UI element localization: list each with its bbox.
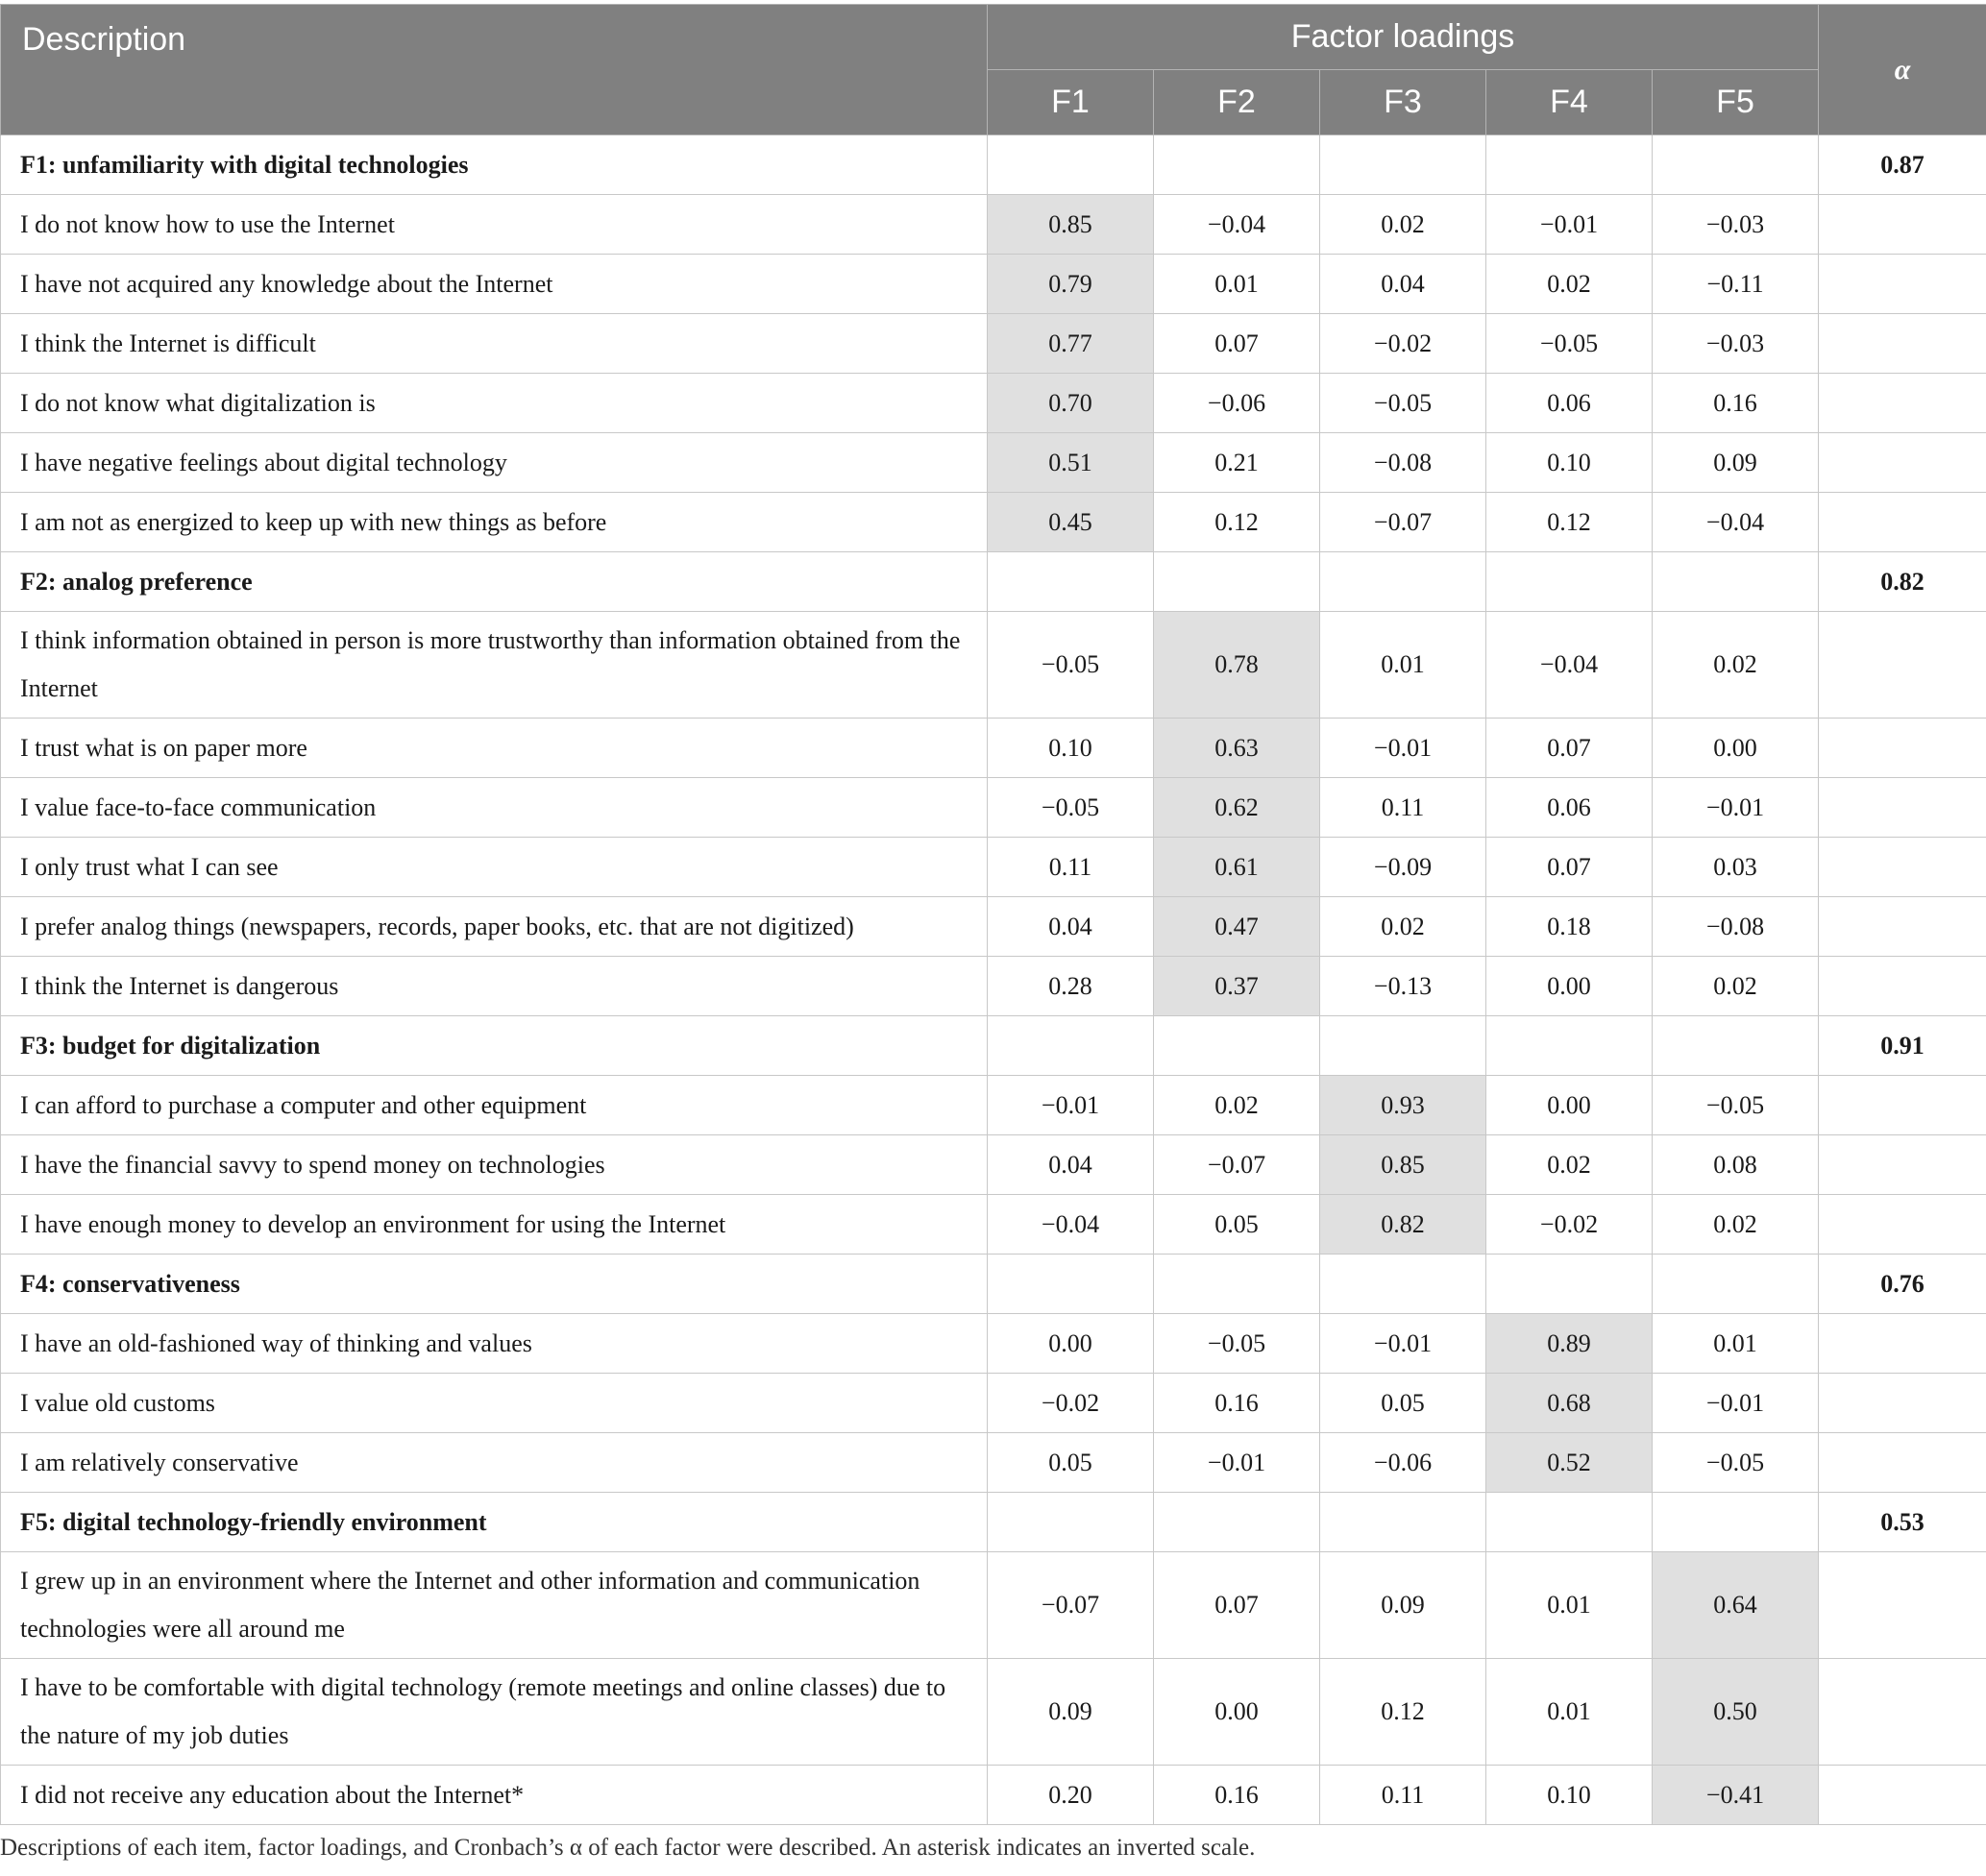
empty-cell	[1154, 1255, 1320, 1314]
empty-cell	[1819, 493, 1986, 552]
loading-cell: 0.04	[988, 1135, 1154, 1195]
item-row	[1, 1374, 1986, 1433]
item-description: I can afford to purchase a computer and other equipment	[1, 1076, 988, 1135]
loading-cell: 0.04	[1320, 255, 1486, 314]
primary-loading-cell: 0.85	[988, 195, 1154, 255]
item-row	[1, 719, 1986, 778]
loading-cell: −0.07	[988, 1552, 1154, 1659]
loading-cell: 0.07	[1486, 719, 1653, 778]
loading-cell: 0.05	[988, 1433, 1154, 1493]
section-title: F1: unfamiliarity with digital technologies	[1, 135, 988, 195]
loading-cell: −0.01	[988, 1076, 1154, 1135]
loading-cell: 0.16	[1154, 1374, 1320, 1433]
loading-cell: 0.02	[1154, 1076, 1320, 1135]
section-row	[1, 1016, 1986, 1076]
description-column-header: Description	[1, 5, 988, 135]
item-description: I am relatively conservative	[1, 1433, 988, 1493]
section-row	[1, 552, 1986, 612]
alpha-column-header: α	[1819, 5, 1986, 135]
section-title: F4: conservativeness	[1, 1255, 988, 1314]
loading-cell: −0.02	[1320, 314, 1486, 374]
loading-cell: 0.05	[1154, 1195, 1320, 1255]
primary-loading-cell: 0.82	[1320, 1195, 1486, 1255]
item-row	[1, 195, 1986, 255]
item-row	[1, 433, 1986, 493]
empty-cell	[1819, 778, 1986, 838]
empty-cell	[1653, 1255, 1819, 1314]
loading-cell: 0.00	[988, 1314, 1154, 1374]
item-row	[1, 778, 1986, 838]
empty-cell	[1819, 1076, 1986, 1135]
loading-cell: 0.02	[1653, 957, 1819, 1016]
loading-cell: −0.05	[1653, 1433, 1819, 1493]
loading-cell: 0.02	[1486, 1135, 1653, 1195]
primary-loading-cell: 0.79	[988, 255, 1154, 314]
loading-cell: 0.07	[1154, 314, 1320, 374]
primary-loading-cell: 0.85	[1320, 1135, 1486, 1195]
loading-cell: 0.12	[1486, 493, 1653, 552]
loading-cell: 0.07	[1486, 838, 1653, 897]
alpha-value: 0.87	[1819, 135, 1986, 195]
item-row	[1, 838, 1986, 897]
loading-cell: −0.08	[1320, 433, 1486, 493]
loading-cell: 0.02	[1320, 195, 1486, 255]
loading-cell: −0.08	[1653, 897, 1819, 957]
empty-cell	[1154, 1493, 1320, 1552]
loading-cell: 0.11	[1320, 778, 1486, 838]
item-description: I think the Internet is dangerous	[1, 957, 988, 1016]
primary-loading-cell: 0.45	[988, 493, 1154, 552]
item-row	[1, 1314, 1986, 1374]
factor-loadings-table-container	[0, 4, 1986, 1825]
item-row	[1, 1552, 1986, 1659]
loading-cell: 0.01	[1486, 1552, 1653, 1659]
item-description: I have to be comfortable with digital technology (remote meetings and online classes) due to the nature of my job duties	[1, 1659, 988, 1766]
empty-cell	[1819, 374, 1986, 433]
empty-cell	[1819, 957, 1986, 1016]
item-description: I think the Internet is difficult	[1, 314, 988, 374]
loading-cell: −0.01	[1653, 778, 1819, 838]
loading-cell: −0.01	[1486, 195, 1653, 255]
loading-cell: −0.03	[1653, 314, 1819, 374]
loading-cell: −0.01	[1320, 1314, 1486, 1374]
table-caption: Descriptions of each item, factor loadings, and Cronbach’s α of each factor were described. An asterisk indicates an inverted scale.	[0, 1835, 1256, 1861]
item-description: I trust what is on paper more	[1, 719, 988, 778]
loading-cell: 0.01	[1320, 612, 1486, 719]
empty-cell	[1320, 135, 1486, 195]
item-row	[1, 1433, 1986, 1493]
loading-cell: −0.01	[1320, 719, 1486, 778]
empty-cell	[1819, 433, 1986, 493]
empty-cell	[1819, 1374, 1986, 1433]
loading-cell: 0.00	[1486, 957, 1653, 1016]
empty-cell	[1819, 1766, 1986, 1825]
section-row	[1, 1493, 1986, 1552]
loading-cell: 0.11	[988, 838, 1154, 897]
empty-cell	[1320, 1255, 1486, 1314]
empty-cell	[1486, 1493, 1653, 1552]
empty-cell	[1154, 1016, 1320, 1076]
loading-cell: −0.07	[1154, 1135, 1320, 1195]
item-description: I value old customs	[1, 1374, 988, 1433]
item-description: I have negative feelings about digital technology	[1, 433, 988, 493]
loading-cell: 0.01	[1486, 1659, 1653, 1766]
item-description: I have the financial savvy to spend money on technologies	[1, 1135, 988, 1195]
item-description: I only trust what I can see	[1, 838, 988, 897]
loading-cell: 0.09	[1320, 1552, 1486, 1659]
loading-cell: 0.16	[1154, 1766, 1320, 1825]
empty-cell	[1486, 552, 1653, 612]
loading-cell: −0.05	[1486, 314, 1653, 374]
item-description: I have enough money to develop an environment for using the Internet	[1, 1195, 988, 1255]
section-row	[1, 135, 1986, 195]
loading-cell: −0.04	[1486, 612, 1653, 719]
loading-cell: −0.03	[1653, 195, 1819, 255]
empty-cell	[988, 1255, 1154, 1314]
primary-loading-cell: 0.37	[1154, 957, 1320, 1016]
empty-cell	[1819, 1314, 1986, 1374]
empty-cell	[1653, 1016, 1819, 1076]
loading-cell: 0.02	[1486, 255, 1653, 314]
loading-cell: 0.01	[1653, 1314, 1819, 1374]
factor-column-header: F3	[1320, 70, 1486, 135]
loading-cell: 0.09	[1653, 433, 1819, 493]
loading-cell: 0.02	[1320, 897, 1486, 957]
loading-cell: −0.05	[988, 612, 1154, 719]
loading-cell: 0.12	[1154, 493, 1320, 552]
alpha-value: 0.91	[1819, 1016, 1986, 1076]
loading-cell: 0.20	[988, 1766, 1154, 1825]
empty-cell	[1486, 135, 1653, 195]
table-header	[1, 5, 1986, 135]
empty-cell	[1154, 552, 1320, 612]
empty-cell	[988, 1493, 1154, 1552]
loading-cell: −0.13	[1320, 957, 1486, 1016]
empty-cell	[1819, 314, 1986, 374]
item-row	[1, 1766, 1986, 1825]
empty-cell	[1486, 1255, 1653, 1314]
section-title: F3: budget for digitalization	[1, 1016, 988, 1076]
item-row	[1, 1195, 1986, 1255]
item-description: I think information obtained in person is more trustworthy than information obtained from the Internet	[1, 612, 988, 719]
loading-cell: −0.04	[1154, 195, 1320, 255]
primary-loading-cell: 0.63	[1154, 719, 1320, 778]
factor-column-header: F1	[988, 70, 1154, 135]
primary-loading-cell: 0.52	[1486, 1433, 1653, 1493]
item-row	[1, 897, 1986, 957]
loading-cell: 0.10	[1486, 433, 1653, 493]
loading-cell: −0.02	[988, 1374, 1154, 1433]
loading-cell: 0.09	[988, 1659, 1154, 1766]
loading-cell: 0.07	[1154, 1552, 1320, 1659]
table-body	[1, 135, 1986, 1825]
loading-cell: 0.10	[988, 719, 1154, 778]
factor-column-header: F2	[1154, 70, 1320, 135]
empty-cell	[1154, 135, 1320, 195]
item-row	[1, 493, 1986, 552]
empty-cell	[988, 1016, 1154, 1076]
loading-cell: 0.18	[1486, 897, 1653, 957]
loading-cell: 0.00	[1154, 1659, 1320, 1766]
loading-cell: 0.05	[1320, 1374, 1486, 1433]
loading-cell: −0.04	[1653, 493, 1819, 552]
item-row	[1, 255, 1986, 314]
loading-cell: −0.06	[1320, 1433, 1486, 1493]
item-description: I did not receive any education about the Internet*	[1, 1766, 988, 1825]
item-row	[1, 612, 1986, 719]
item-row	[1, 1135, 1986, 1195]
loading-cell: 0.02	[1653, 1195, 1819, 1255]
loading-cell: −0.01	[1154, 1433, 1320, 1493]
primary-loading-cell: 0.64	[1653, 1552, 1819, 1659]
empty-cell	[1819, 838, 1986, 897]
item-row	[1, 314, 1986, 374]
loading-cell: −0.01	[1653, 1374, 1819, 1433]
primary-loading-cell: 0.50	[1653, 1659, 1819, 1766]
primary-loading-cell: 0.70	[988, 374, 1154, 433]
item-row	[1, 1659, 1986, 1766]
loading-cell: 0.12	[1320, 1659, 1486, 1766]
item-description: I grew up in an environment where the Internet and other information and communication technologies were all around me	[1, 1552, 988, 1659]
empty-cell	[1653, 135, 1819, 195]
item-row	[1, 957, 1986, 1016]
item-description: I do not know what digitalization is	[1, 374, 988, 433]
empty-cell	[1819, 719, 1986, 778]
loading-cell: −0.02	[1486, 1195, 1653, 1255]
item-description: I have an old-fashioned way of thinking and values	[1, 1314, 988, 1374]
item-row	[1, 374, 1986, 433]
item-description: I do not know how to use the Internet	[1, 195, 988, 255]
empty-cell	[1819, 1135, 1986, 1195]
loading-cell: −0.05	[1154, 1314, 1320, 1374]
loading-cell: −0.11	[1653, 255, 1819, 314]
empty-cell	[1320, 1493, 1486, 1552]
loading-cell: 0.02	[1653, 612, 1819, 719]
loading-cell: 0.00	[1486, 1076, 1653, 1135]
empty-cell	[1819, 1195, 1986, 1255]
loading-cell: 0.03	[1653, 838, 1819, 897]
item-row	[1, 1076, 1986, 1135]
primary-loading-cell: 0.93	[1320, 1076, 1486, 1135]
loading-cell: 0.11	[1320, 1766, 1486, 1825]
primary-loading-cell: 0.47	[1154, 897, 1320, 957]
empty-cell	[988, 135, 1154, 195]
item-description: I value face-to-face communication	[1, 778, 988, 838]
empty-cell	[1819, 1433, 1986, 1493]
primary-loading-cell: 0.61	[1154, 838, 1320, 897]
factor-column-header: F4	[1486, 70, 1653, 135]
primary-loading-cell: 0.89	[1486, 1314, 1653, 1374]
loading-cell: 0.00	[1653, 719, 1819, 778]
factor-loadings-header: Factor loadings	[988, 5, 1819, 70]
alpha-value: 0.82	[1819, 552, 1986, 612]
primary-loading-cell: 0.62	[1154, 778, 1320, 838]
empty-cell	[988, 552, 1154, 612]
empty-cell	[1819, 255, 1986, 314]
loading-cell: 0.06	[1486, 374, 1653, 433]
loading-cell: −0.05	[988, 778, 1154, 838]
primary-loading-cell: −0.41	[1653, 1766, 1819, 1825]
loading-cell: 0.10	[1486, 1766, 1653, 1825]
section-title: F2: analog preference	[1, 552, 988, 612]
empty-cell	[1819, 1659, 1986, 1766]
alpha-value: 0.76	[1819, 1255, 1986, 1314]
item-description: I am not as energized to keep up with new things as before	[1, 493, 988, 552]
loading-cell: −0.05	[1653, 1076, 1819, 1135]
empty-cell	[1486, 1016, 1653, 1076]
empty-cell	[1320, 552, 1486, 612]
empty-cell	[1819, 195, 1986, 255]
empty-cell	[1320, 1016, 1486, 1076]
loading-cell: 0.08	[1653, 1135, 1819, 1195]
loading-cell: 0.16	[1653, 374, 1819, 433]
loading-cell: 0.06	[1486, 778, 1653, 838]
primary-loading-cell: 0.51	[988, 433, 1154, 493]
loading-cell: −0.07	[1320, 493, 1486, 552]
primary-loading-cell: 0.68	[1486, 1374, 1653, 1433]
item-description: I have not acquired any knowledge about the Internet	[1, 255, 988, 314]
alpha-value: 0.53	[1819, 1493, 1986, 1552]
factor-loadings-table	[0, 4, 1986, 1825]
loading-cell: −0.05	[1320, 374, 1486, 433]
loading-cell: −0.06	[1154, 374, 1320, 433]
empty-cell	[1653, 1493, 1819, 1552]
loading-cell: 0.04	[988, 897, 1154, 957]
primary-loading-cell: 0.77	[988, 314, 1154, 374]
item-description: I prefer analog things (newspapers, records, paper books, etc. that are not digitized)	[1, 897, 988, 957]
empty-cell	[1819, 1552, 1986, 1659]
primary-loading-cell: 0.78	[1154, 612, 1320, 719]
loading-cell: 0.21	[1154, 433, 1320, 493]
empty-cell	[1819, 897, 1986, 957]
section-row	[1, 1255, 1986, 1314]
loading-cell: 0.28	[988, 957, 1154, 1016]
loading-cell: −0.09	[1320, 838, 1486, 897]
empty-cell	[1819, 612, 1986, 719]
section-title: F5: digital technology-friendly environment	[1, 1493, 988, 1552]
loading-cell: −0.04	[988, 1195, 1154, 1255]
empty-cell	[1653, 552, 1819, 612]
loading-cell: 0.01	[1154, 255, 1320, 314]
factor-column-header: F5	[1653, 70, 1819, 135]
